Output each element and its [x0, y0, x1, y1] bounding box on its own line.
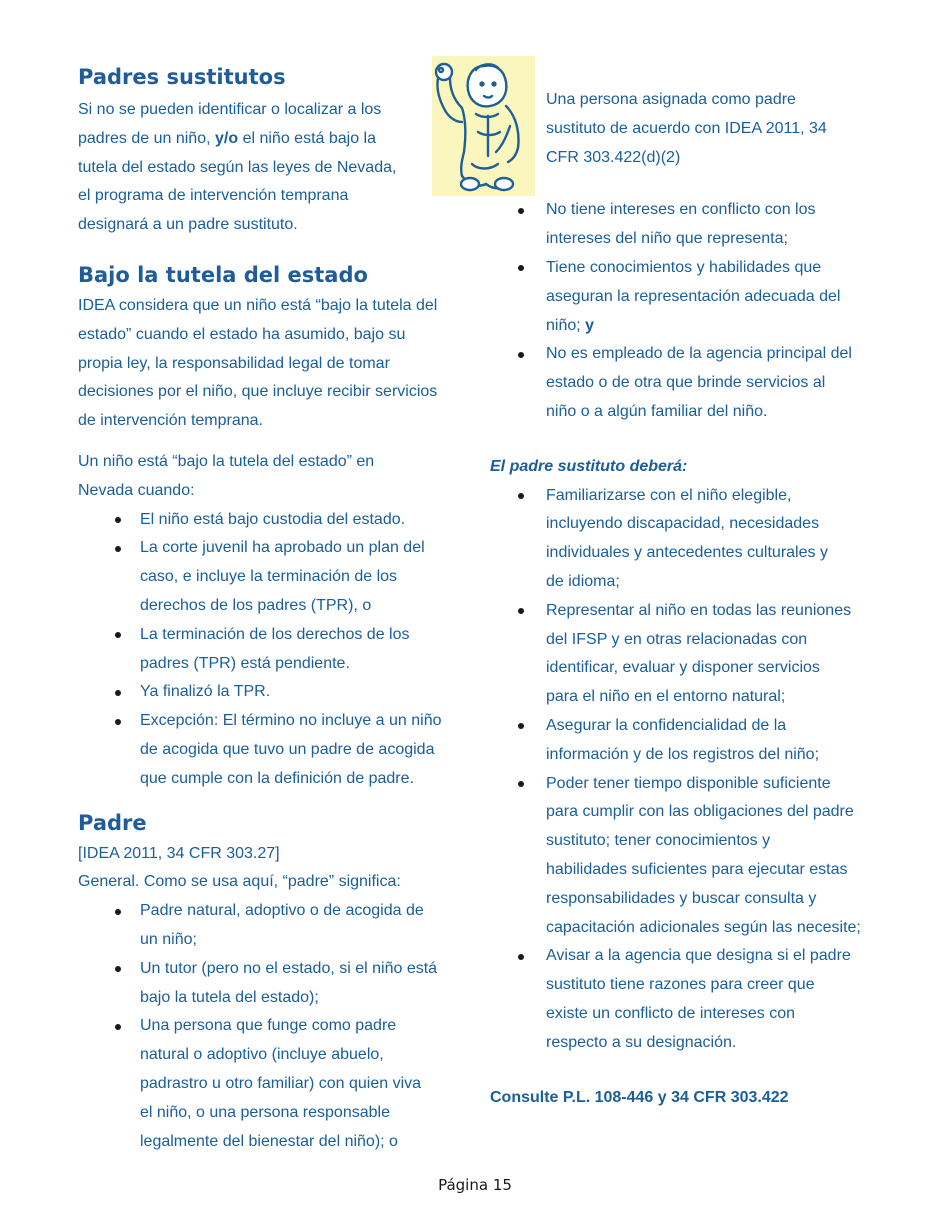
list-item-line: derechos de los padres (TPR), o: [140, 596, 372, 614]
list-item-line: padres (TPR) está pendiente.: [140, 654, 350, 672]
list-item-line: Excepción: El término no incluye a un niño: [140, 712, 442, 730]
list-item-line: La terminación de los derechos de los: [140, 625, 410, 643]
list-item-line: Avisar a la agencia que designa si el padre: [546, 947, 851, 965]
list-item-line: sustituto; tener conocimientos y: [546, 832, 771, 850]
surrogate-criteria-list: [490, 196, 890, 426]
list-item-line: existe un conflicto de intereses con: [546, 1004, 796, 1022]
list-item-line: identificar, evaluar y disponer servicios: [546, 659, 820, 677]
list-item-line: La corte juvenil ha aprobado un plan del: [140, 539, 425, 557]
list-item-line: niño;: [546, 316, 586, 334]
text-line: propia ley, la responsabilidad legal de tomar: [78, 354, 390, 372]
list-item-line: padrastro u otro familiar) con quien viva: [140, 1074, 422, 1092]
text-line: tutela del estado según las leyes de Nevada,: [78, 158, 397, 176]
list-item-line: habilidades suficientes para ejecutar estas: [546, 860, 848, 878]
list-item-line: Poder tener tiempo disponible suficiente: [546, 774, 831, 792]
text-line: Nevada cuando:: [78, 481, 195, 499]
list-item-line: un niño;: [140, 930, 197, 948]
list-item-line: de idioma;: [546, 572, 620, 590]
list-item-line: individuales y antecedentes culturales y: [546, 544, 828, 562]
padre-bullet-list: [78, 897, 468, 1156]
list-item-line: sustituto tiene razones para creer que: [546, 976, 815, 994]
list-item-line: estado o de otra que brinde servicios al: [546, 374, 826, 392]
right-column: [490, 86, 890, 1112]
list-item: [78, 621, 468, 679]
list-item: [78, 897, 468, 955]
text-line: decisiones por el niño, que incluye recibir servicios: [78, 383, 438, 401]
padre-general: General. Como se usa aquí, “padre” significa:: [78, 873, 401, 891]
bold-suffix: y: [585, 316, 595, 334]
list-item-line: intereses del niño que representa;: [546, 230, 788, 248]
list-item-line: Ya finalizó la TPR.: [140, 683, 271, 701]
list-item-line: Tiene conocimientos y habilidades que: [546, 258, 822, 276]
list-item: [490, 482, 890, 597]
surrogate-duties-list: [490, 482, 890, 1058]
list-item-line: Una persona que funge como padre: [140, 1017, 397, 1035]
list-item-line: caso, e incluye la terminación de los: [140, 568, 398, 586]
list-item-line: Padre natural, adoptivo o de acogida de: [140, 902, 424, 920]
list-item: [78, 1012, 468, 1156]
list-item-line: aseguran la representación adecuada del: [546, 287, 841, 305]
text-line: IDEA considera que un niño está “bajo la tutela del: [78, 296, 438, 314]
padre-citation: [IDEA 2011, 34 CFR 303.27]: [78, 844, 280, 862]
tutela-paragraph: [78, 292, 468, 436]
text-line: Una persona asignada como padre: [546, 91, 796, 108]
tutela-bullet-list: [78, 506, 468, 794]
list-item-line: El niño está bajo custodia del estado.: [140, 510, 406, 528]
list-item: [490, 340, 890, 426]
surrogate-definition: [490, 86, 890, 172]
list-item-line: No tiene intereses en conflicto con los: [546, 201, 816, 219]
list-item: [78, 506, 468, 535]
text-line: CFR 303.422(d)(2): [546, 148, 681, 166]
list-item-line: Asegurar la confidencialidad de la: [546, 716, 787, 734]
tutela-heading: Bajo la tutela del estado: [78, 262, 368, 287]
list-item-line: incluyendo discapacidad, necesidades: [546, 515, 820, 533]
left-column: [78, 64, 468, 1156]
list-item-line: del IFSP y en otras relacionadas con: [546, 630, 808, 648]
list-item-line: niño o a algún familiar del niño.: [546, 402, 768, 420]
list-item-line: legalmente del bienestar del niño); o: [140, 1132, 398, 1150]
list-item: [490, 597, 890, 712]
list-item: [490, 254, 890, 340]
text-line: Un niño está “bajo la tutela del estado” en: [78, 452, 375, 470]
list-item-line: bajo la tutela del estado);: [140, 988, 319, 1006]
list-item-line: No es empleado de la agencia principal del: [546, 345, 852, 363]
list-item: [78, 955, 468, 1013]
list-item-line: el niño, o una persona responsable: [140, 1103, 390, 1121]
list-item: [78, 534, 468, 620]
list-item-line: Familiarizarse con el niño elegible,: [546, 486, 792, 504]
list-item-line: Representar al niño en todas las reuniones: [546, 601, 852, 619]
text-line: el programa de intervención temprana: [78, 187, 349, 205]
list-item-line: información y de los registros del niño;: [546, 745, 820, 763]
text-line: estado” cuando el estado ha asumido, bajo su: [78, 325, 406, 343]
list-item-line: para el niño en el entorno natural;: [546, 688, 786, 706]
list-item-line: responsabilidades y buscar consulta y: [546, 889, 817, 907]
consulte-reference: Consulte P.L. 108-446 y 34 CFR 303.422: [490, 1088, 789, 1106]
list-item: [490, 196, 890, 254]
list-item: [78, 678, 468, 707]
padres-sustitutos-paragraph: [78, 96, 468, 240]
list-item: [490, 942, 890, 1057]
list-item-line: Un tutor (pero no el estado, si el niño está: [140, 959, 438, 977]
deberá-heading: El padre sustituto deberá:: [490, 457, 688, 475]
text-line: sustituto de acuerdo con IDEA 2011, 34: [546, 119, 827, 137]
list-item-line: para cumplir con las obligaciones del padre: [546, 803, 854, 821]
list-item-line: capacitación adicionales según las necesite;: [546, 918, 861, 936]
page-number: Página 15: [438, 1176, 512, 1194]
list-item: [490, 770, 890, 943]
list-item-line: de acogida que tuvo un padre de acogida: [140, 740, 435, 758]
list-item-line: respecto a su designación.: [546, 1033, 737, 1051]
text-line: Si no se pueden identificar o localizar a los: [78, 101, 382, 118]
tutela-intro: [78, 448, 468, 506]
list-item-line: natural o adoptivo (incluye abuelo,: [140, 1046, 384, 1064]
text-line: designará a un padre sustituto.: [78, 216, 298, 234]
list-item-line: que cumple con la definición de padre.: [140, 769, 414, 787]
text-line: padres de un niño, y/o el niño está bajo la: [78, 129, 376, 147]
padre-heading: Padre: [78, 810, 147, 835]
padres-sustitutos-heading: Padres sustitutos: [78, 65, 286, 89]
list-item: [78, 707, 468, 793]
list-item: [490, 712, 890, 770]
text-line: de intervención temprana.: [78, 412, 263, 430]
